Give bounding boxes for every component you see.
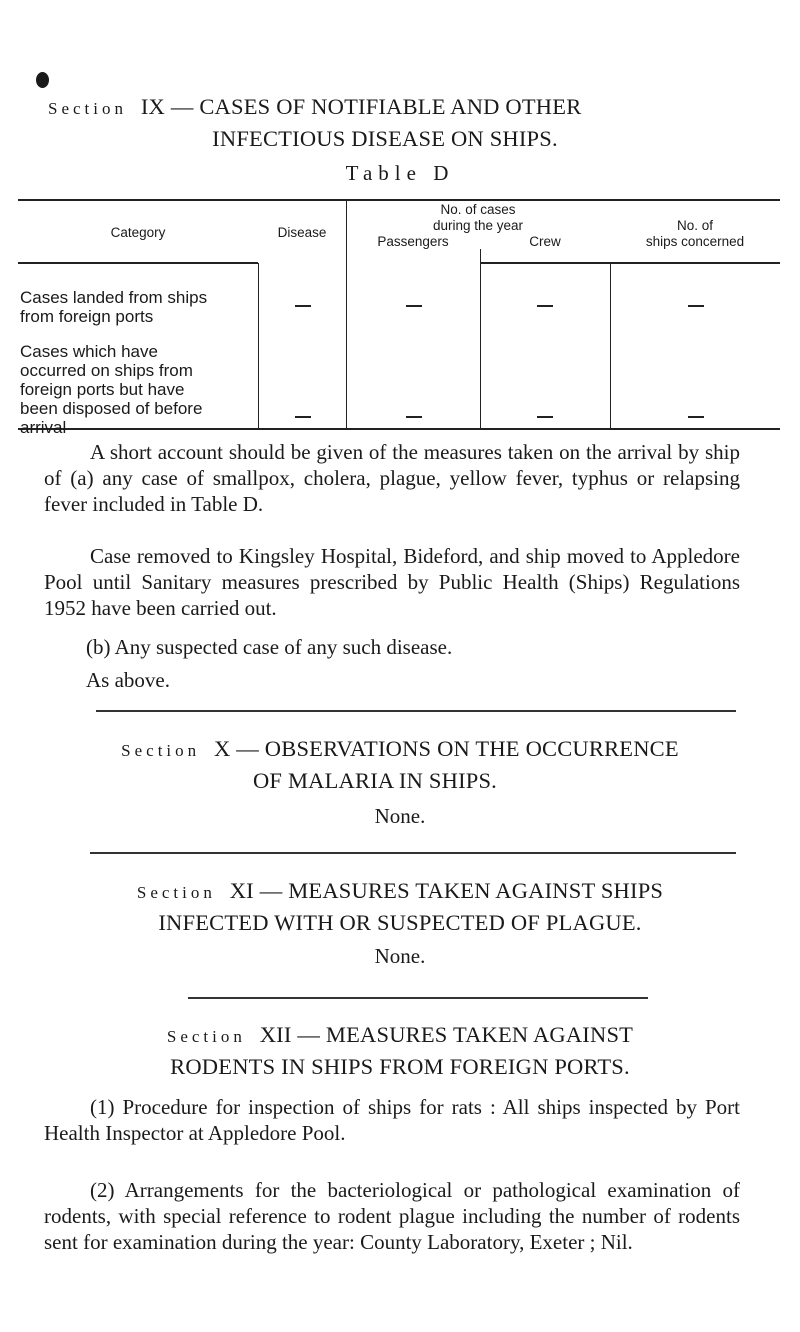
section-x-number: X — [213, 736, 231, 761]
header-ships-line1: No. of — [676, 218, 714, 233]
section-ix-title-line1: — CASES OF NOTIFIABLE AND OTHER — [170, 94, 582, 119]
header-passengers: Passengers — [377, 234, 449, 249]
section-x-heading — [0, 734, 800, 796]
section-xii-number: XII — [259, 1022, 292, 1047]
section-xi-title-line1: — MEASURES TAKEN AGAINST SHIPS — [259, 878, 664, 903]
section-xi-body: None. — [374, 944, 426, 968]
section-xii-label: Section — [166, 1027, 246, 1046]
table-title: Table D — [345, 161, 455, 185]
section-x-body: None. — [374, 804, 426, 828]
row-2-passengers — [406, 416, 422, 418]
row-2-category: Cases which have occurred on ships from foreign ports but have been disposed of before arrival — [20, 342, 203, 437]
ix-paragraph-2: Case removed to Kingsley Hospital, Bideford, and ship moved to Appledore Pool until Sanitary measures prescribed by Public Health (Ships) Regulations 1952 have been carried out. — [44, 544, 740, 620]
row-1-crew — [537, 305, 553, 307]
col-divider-3 — [480, 249, 481, 429]
row-1-passengers — [406, 305, 422, 307]
header-rule-left — [18, 262, 258, 264]
section-xii-title-line2: RODENTS IN SHIPS FROM FOREIGN PORTS. — [170, 1054, 630, 1079]
separator-2 — [90, 852, 736, 854]
section-x-title-line2: OF MALARIA IN SHIPS. — [252, 768, 498, 793]
ink-blot — [36, 72, 49, 88]
row-2-disease — [295, 416, 311, 418]
section-xi-title-line2: INFECTED WITH OR SUSPECTED OF PLAGUE. — [158, 910, 642, 935]
section-xii-heading — [0, 1020, 800, 1082]
header-rule-right — [480, 262, 780, 264]
section-x-label: Section — [121, 741, 201, 760]
section-ix-label: Section — [48, 99, 127, 118]
header-category: Category — [110, 225, 166, 240]
header-cases-line2: during the year — [432, 218, 524, 233]
header-crew: Crew — [529, 234, 561, 249]
section-ix-title-line2: INFECTIOUS DISEASE ON SHIPS. — [212, 126, 558, 151]
row-1-category: Cases landed from ships from foreign ports — [20, 288, 208, 326]
row-1-ships — [688, 305, 704, 307]
col-divider-4 — [610, 263, 611, 429]
ix-paragraph-3: (b) Any suspected case of any such disease. — [86, 635, 453, 659]
section-ix-number: IX — [140, 94, 165, 119]
xii-paragraph-2: (2) Arrangements for the bacteriological or pathological examination of rodents, with special reference to rodent plague including the number of rodents sent for examination during the year: County Laboratory, Exeter ; Nil. — [44, 1178, 740, 1254]
table-d — [18, 199, 780, 437]
section-xi-number: XI — [229, 878, 254, 903]
table-top-rule — [18, 199, 780, 201]
ix-paragraph-1: A short account should be given of the measures taken on the arrival by ship of (a) any case of smallpox, cholera, plague, yellow fever, typhus or relapsing fever included in Table D. — [44, 440, 740, 516]
header-cases-line1: No. of cases — [440, 202, 516, 217]
section-xii-title-line1: — MEASURES TAKEN AGAINST — [297, 1022, 634, 1047]
xii-paragraph-1: (1) Procedure for inspection of ships for rats : All ships inspected by Port Health Inspector at Appledore Pool. — [44, 1095, 740, 1145]
row-2-crew — [537, 416, 553, 418]
section-xi-label: Section — [136, 883, 216, 902]
section-xi-heading — [0, 876, 800, 938]
separator-3 — [188, 997, 648, 999]
ix-paragraph-4: As above. — [86, 668, 170, 692]
separator-1 — [96, 710, 736, 712]
row-2-ships — [688, 416, 704, 418]
header-disease: Disease — [277, 225, 327, 240]
section-ix-heading — [0, 92, 800, 154]
section-x-title-line1: — OBSERVATIONS ON THE OCCURRENCE — [236, 736, 679, 761]
col-divider-1 — [258, 263, 259, 429]
row-1-disease — [295, 305, 311, 307]
header-ships-line2: ships concerned — [645, 234, 745, 249]
